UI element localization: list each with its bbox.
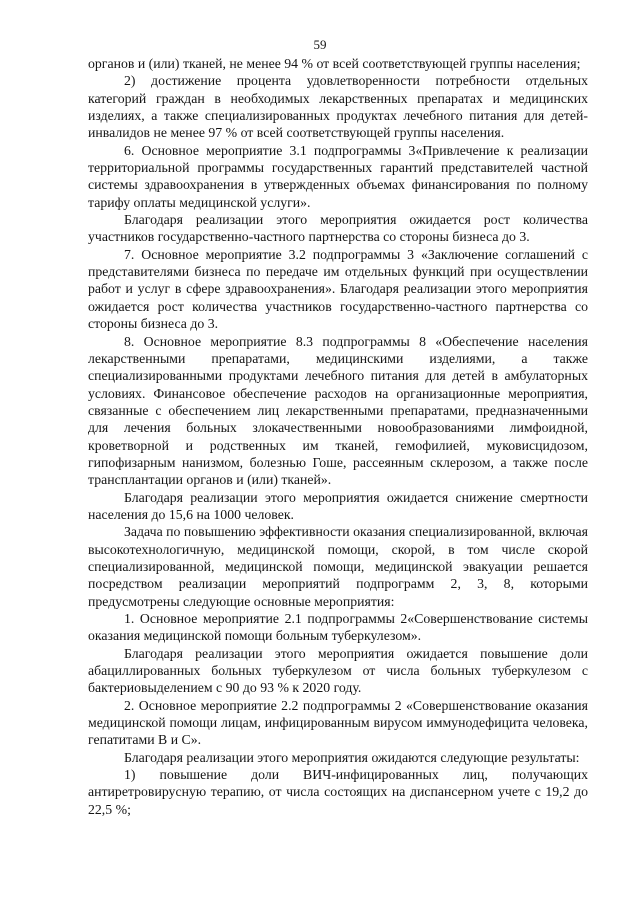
paragraph-result-2: 2) достижение процента удовлетворенности потребности отдельных категорий граждан в необходимых лекарственных препаратах и медицинских изделиях, а также специализированных продуктах лечебного питания для детей-инвалидов не менее 97 % от всей соответствующей группы населения. [88,73,588,141]
paragraph-measure-8: 8. Основное мероприятие 8.3 подпрограммы 8 «Обеспечение населения лекарственными препаратами, медицинскими изделиями, а также специализированными продуктами лечебного питания для детей в амбулаторных условиях. Финансовое обеспечение расходов на организационные мероприятия, связанные с обеспечением лиц лекарственными препаратами, предназначенными для лечения больных злокачественными новообразованиями лимфоидной, кроветворной и родственных им тканей, гемофилией, муковисцидозом, гипофизарным нанизмом, болезнью Гоше, рассеянным склерозом, а также после трансплантации органов и (или) тканей». [88,333,588,488]
paragraph-measure-6: 6. Основное мероприятие 3.1 подпрограммы 3«Привлечение к реализации территориальной программы государственных гарантий представителей частной системы здравоохранения в утвержденных объемах финансирования по полному тарифу оплаты медицинской услуги». [88,142,588,210]
paragraph-result-1: 1) повышение доли ВИЧ-инфицированных лиц, получающих антиретровирусную терапию, от числа состоящих на диспансерном учете с 19,2 до 22,5 %; [88,767,588,817]
paragraph-measure-2-1: 1. Основное мероприятие 2.1 подпрограммы 2«Совершенствование системы оказания медицинской помощи больным туберкулезом». [88,611,588,644]
paragraph-expected-result-6: Благодаря реализации этого мероприятия ожидается рост количества участников государственно-частного партнерства со стороны бизнеса до 3. [88,212,588,245]
paragraph-measure-2-2: 2. Основное мероприятие 2.2 подпрограммы 2 «Совершенствование оказания медицинской помощи лицам, инфицированным вирусом иммунодефицита человека, гепатитами В и С». [88,697,588,748]
document-body [88,55,588,818]
paragraph-expected-result-2-1: Благодаря реализации этого мероприятия ожидается повышение доли абациллированных больных туберкулезом от числа больных туберкулезом с бактериовыделением с 90 до 93 % к 2020 году. [88,645,588,696]
page-number: 59 [313,37,327,52]
paragraph-task: Задача по повышению эффективности оказания специализированной, включая высокотехнологичную, медицинской помощи, скорой, в том числе скорой специализированной, медицинской помощи, медицинской эвакуации решается посредством реализации мероприятий подпрограмм 2, 3, 8, которыми предусмотрены следующие основные мероприятия: [88,524,588,609]
paragraph-continuation: органов и (или) тканей, не менее 94 % от всей соответствующей группы населения; [88,56,581,71]
paragraph-expected-result-8: Благодаря реализации этого мероприятия ожидается снижение смертности населения до 15,6 на 1000 человек. [88,489,588,522]
paragraph-measure-7: 7. Основное мероприятие 3.2 подпрограммы 3 «Заключение соглашений с представителями бизнеса по передаче им отдельных функций при осуществлении работ и услуг в сфере здравоохранения». Благодаря реализации этого мероприятия ожидается рост количества участников государственно-частного партнерства со стороны бизнеса до 3. [88,246,588,332]
paragraph-expected-results-2-2: Благодаря реализации этого мероприятия ожидаются следующие результаты: [124,749,580,765]
